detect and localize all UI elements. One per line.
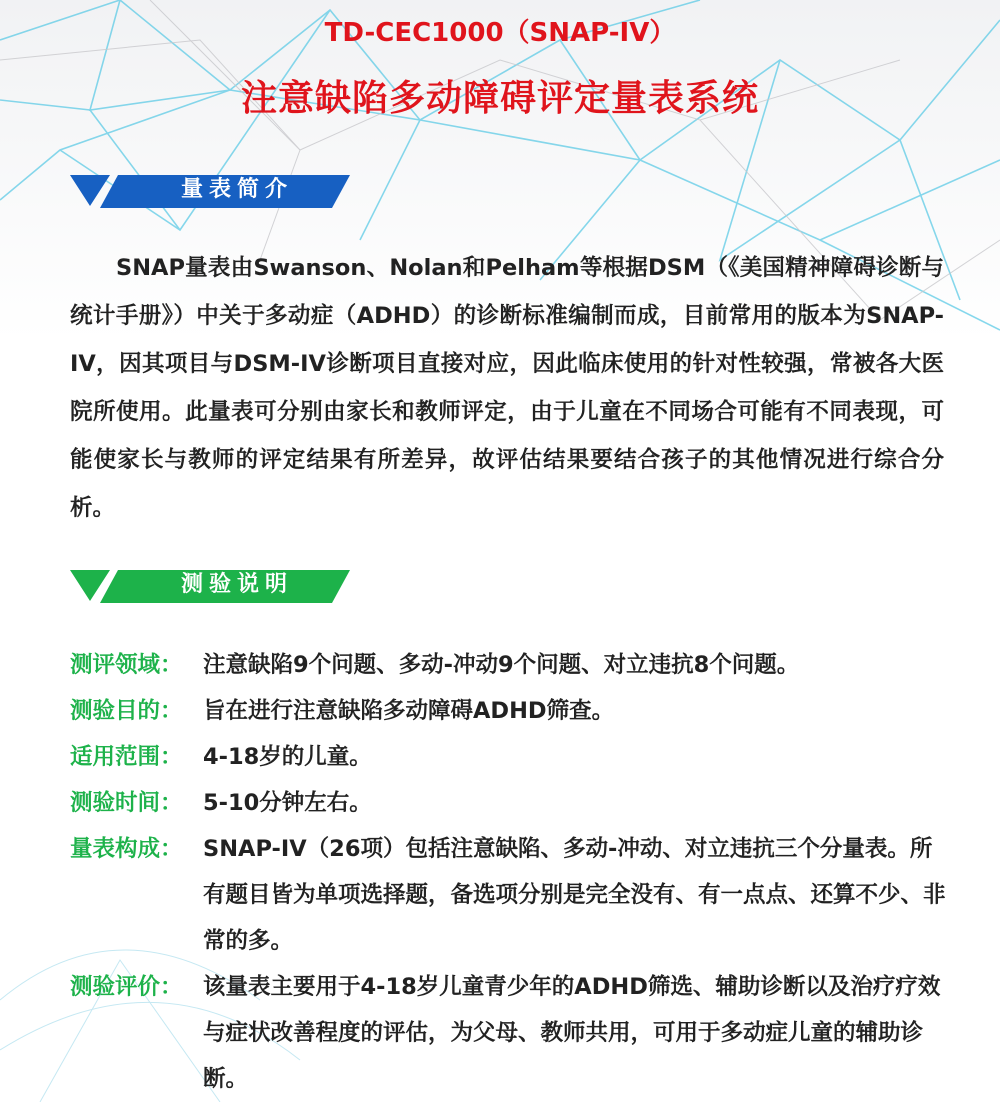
list-item — [70, 826, 950, 964]
item-value: 该量表主要用于4-18岁儿童青少年的ADHD筛选、辅助诊断以及治疗疗效与症状改善程度的评估，为父母、教师共用，可用于多动症儿童的辅助诊断。 — [203, 974, 941, 1092]
list-item — [70, 780, 950, 826]
test-heading: 测验说明 — [180, 572, 293, 597]
item-label: 适用范围： — [70, 744, 183, 770]
intro-heading: 量表简介 — [180, 177, 293, 202]
product-model: TD-CEC1000（SNAP-IV） — [324, 18, 676, 48]
item-label: 测验目的： — [70, 698, 183, 724]
page-title: 注意缺陷多动障碍评定量表系统 — [240, 78, 759, 119]
test-info-list — [70, 642, 950, 1102]
list-item — [70, 734, 950, 780]
intro-paragraph: SNAP量表由Swanson、Nolan和Pelham等根据DSM（《美国精神障碍诊断与统计手册》）中关于多动症（ADHD）的诊断标准编制而成，目前常用的版本为SNAP-IV，因其项目与DSM-IV诊断项目直接对应，因此临床使用的针对性较强，常被各大医院所使用。此量表可分别由家长和教师评定，由于儿童在不同场合可能有不同表现，可能使家长与教师的评定结果有所差异，故评估结果要结合孩子的其他情况进行综合分析。 — [70, 255, 944, 521]
item-value: 注意缺陷9个问题、多动-冲动9个问题、对立违抗8个问题。 — [203, 652, 800, 678]
item-label: 测验评价： — [70, 974, 183, 1000]
list-item — [70, 688, 950, 734]
list-item — [70, 642, 950, 688]
item-value: 4-18岁的儿童。 — [203, 744, 372, 770]
item-label: 测验时间： — [70, 790, 183, 816]
intro-banner — [70, 170, 350, 210]
item-value: 旨在进行注意缺陷多动障碍ADHD筛查。 — [203, 698, 615, 724]
item-value: SNAP-IV（26项）包括注意缺陷、多动-冲动、对立违抗三个分量表。所有题目皆为单项选择题，备选项分别是完全没有、有一点点、还算不少、非常的多。 — [203, 836, 946, 954]
list-item — [70, 964, 950, 1102]
item-label: 测评领域： — [70, 652, 183, 678]
item-value: 5-10分钟左右。 — [203, 790, 372, 816]
item-label: 量表构成： — [70, 836, 183, 862]
test-banner — [70, 565, 350, 605]
